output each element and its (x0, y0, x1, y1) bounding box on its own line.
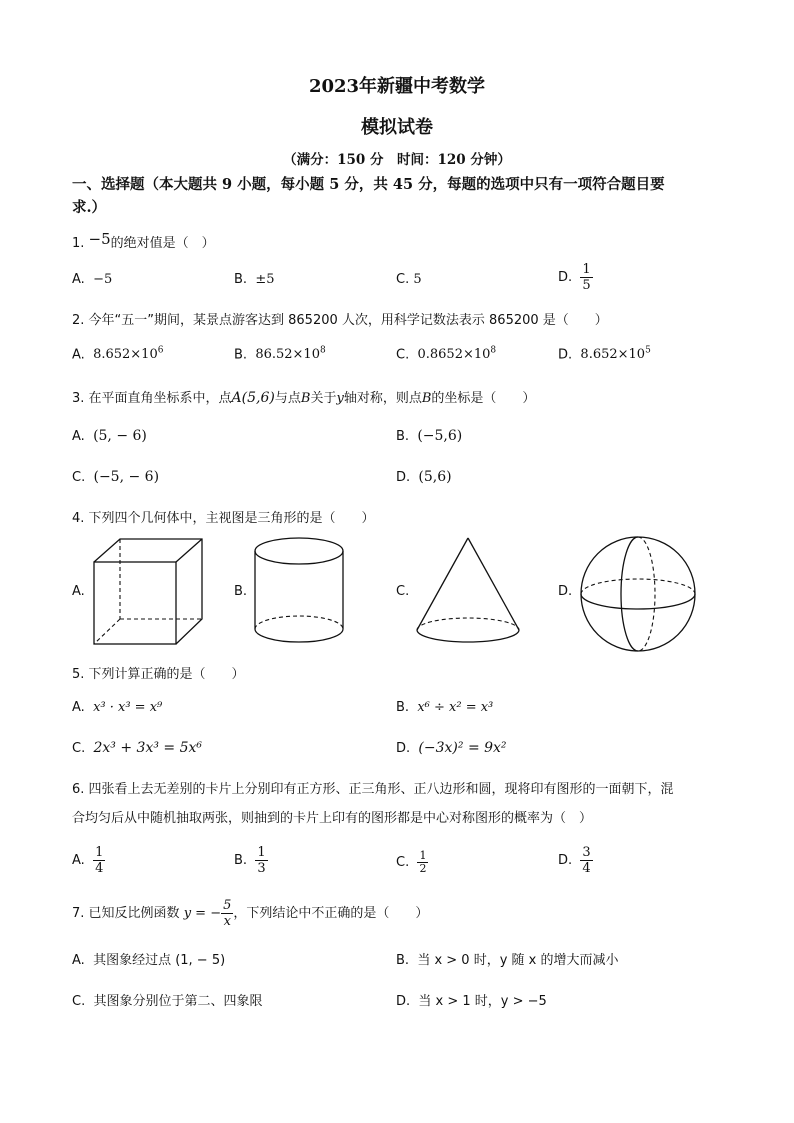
question-7: 7. 已知反比例函数 y = − $\frac{5}{x}$ ，下列结论中不正确的是（ ） (72, 898, 429, 929)
cone-figure (412, 535, 524, 647)
option-letter: A. (72, 429, 85, 444)
q7-option-a[interactable] (72, 949, 225, 968)
option-letter: A. (72, 272, 85, 287)
option-value: (−5,6) (417, 428, 463, 444)
q7-option-c[interactable] (72, 990, 263, 1009)
option-value: (5,6) (418, 469, 452, 485)
exam-title: 2023年新疆中考数学 (308, 76, 486, 97)
fraction: $\frac{5}{x}$ (223, 898, 232, 929)
option-letter: A. (72, 700, 85, 715)
q1-option-c[interactable] (396, 272, 422, 287)
exam-meta: （满分：150 分 时间：120 分钟） (283, 152, 511, 168)
question-6: 6. 四张看上去无差别的卡片上分别印有正方形、正三角形、正八边形和圆，现将印有图形的一面朝下，混 (72, 782, 674, 797)
option-value: $8.652\times 10^5$ (580, 346, 651, 363)
section-heading: 一、选择题（本大题共 9 小题，每小题 5 分，共 45 分，每题的选项中只有一项符合题目要 (72, 176, 665, 193)
fraction: $\frac{1}{5}$ (582, 262, 591, 293)
fraction: $\frac{1}{3}$ (257, 845, 266, 876)
question-3: 3. 在平面直角坐标系中，点A(5,6)与点B关于y轴对称，则点B的坐标是（ ） (72, 390, 536, 406)
option-value: 当 x > 0 时，y 随 x 的增大而减小 (417, 953, 619, 968)
option-letter: C. (396, 272, 410, 287)
question-5: 5. 下列计算正确的是（ ） (72, 667, 245, 682)
q2-option-d[interactable] (558, 346, 651, 362)
question-4: 4. 下列四个几何体中，主视图是三角形的是（ ） (72, 511, 375, 526)
option-letter: D. (396, 741, 411, 756)
option-letter: D. (558, 270, 573, 285)
option-letter: C. (396, 855, 410, 870)
option-letter: B. (234, 347, 248, 363)
q2-option-c[interactable] (396, 346, 496, 362)
option-letter: A. (72, 347, 85, 363)
q6-option-c[interactable] (396, 850, 428, 875)
q5-option-c[interactable] (72, 740, 202, 756)
fraction: $\frac{1}{2}$ (419, 849, 427, 875)
option-letter: B. (396, 429, 410, 444)
q3-option-b[interactable] (396, 428, 462, 444)
q4-option-a[interactable]: A. (72, 584, 85, 599)
q4-option-d[interactable]: D. (558, 584, 573, 599)
option-letter: A. (72, 853, 85, 868)
option-letter: C. (72, 741, 86, 756)
section-heading-cont: 求.） (72, 199, 107, 216)
option-letter: B. (396, 700, 410, 715)
question-text: 的绝对值是（ ） (110, 236, 215, 251)
option-value: 其图象分别位于第二、四象限 (93, 994, 263, 1009)
q6-option-d[interactable] (558, 845, 593, 876)
q4-option-c[interactable]: C. (396, 584, 410, 599)
q3-option-c[interactable] (72, 469, 159, 485)
option-letter: B. (396, 953, 410, 968)
function-expr: y = − (183, 906, 222, 921)
option-value: 当 x > 1 时，y > −5 (418, 994, 547, 1009)
option-value: x³ · x³ = x⁹ (93, 700, 163, 715)
option-value: (−5, − 6) (93, 469, 160, 485)
option-letter: D. (396, 994, 411, 1009)
q2-option-b[interactable] (234, 346, 326, 362)
exam-subtitle: 模拟试卷 (361, 117, 433, 138)
option-letter: B. (234, 853, 248, 868)
option-value: (−3x)² = 9x² (418, 740, 507, 756)
q7-option-b[interactable] (396, 949, 619, 968)
q4-option-b[interactable]: B. (234, 584, 248, 599)
question-2: 2. 今年“五一”期间，某景点游客达到 865200 人次，用科学记数法表示 865200 是（ ） (72, 313, 608, 328)
fraction: $\frac{3}{4}$ (582, 845, 591, 876)
option-value: (5, − 6) (93, 428, 147, 444)
cylinder-figure (252, 535, 348, 647)
option-value: $86.52\times 10^8$ (255, 346, 326, 363)
q1-option-d[interactable] (558, 262, 593, 293)
cube-figure (90, 535, 210, 650)
option-letter: D. (558, 853, 573, 868)
question-number: 1. (72, 236, 85, 251)
q5-option-a[interactable] (72, 700, 162, 715)
option-value: 2x³ + 3x³ = 5x⁶ (93, 740, 202, 756)
question-1 (72, 232, 215, 251)
q5-option-d[interactable] (396, 740, 507, 756)
fraction: $\frac{1}{4}$ (95, 845, 104, 876)
option-letter: C. (396, 347, 410, 363)
q6-option-b[interactable] (234, 845, 268, 876)
q3-option-a[interactable] (72, 428, 147, 444)
option-value: ±5 (255, 272, 275, 287)
q3-option-d[interactable] (396, 469, 452, 485)
sphere-figure (578, 534, 698, 654)
option-value: $8.652\times 10^6$ (93, 346, 164, 363)
q5-option-b[interactable] (396, 700, 493, 715)
option-value: $0.8652\times 10^8$ (417, 346, 497, 363)
option-value: x⁶ ÷ x² = x³ (417, 700, 494, 715)
option-value: 其图象经过点 (1, − 5) (93, 953, 226, 968)
q1-option-a[interactable] (72, 272, 112, 287)
option-letter: C. (72, 994, 86, 1009)
question-6-cont: 合均匀后从中随机抽取两张，则抽到的卡片上印有的图形都是中心对称图形的概率为（ ） (72, 811, 593, 826)
option-value: −5 (93, 272, 113, 287)
option-letter: D. (558, 347, 573, 363)
q2-option-a[interactable] (72, 346, 163, 362)
q7-option-d[interactable] (396, 990, 547, 1009)
option-letter: B. (234, 272, 248, 287)
q1-option-b[interactable] (234, 272, 275, 287)
option-letter: A. (72, 953, 85, 968)
q6-option-a[interactable] (72, 845, 105, 876)
option-letter: C. (72, 470, 86, 485)
option-value: 5 (413, 272, 422, 287)
question-expr: −5 (88, 230, 111, 248)
option-letter: D. (396, 470, 411, 485)
